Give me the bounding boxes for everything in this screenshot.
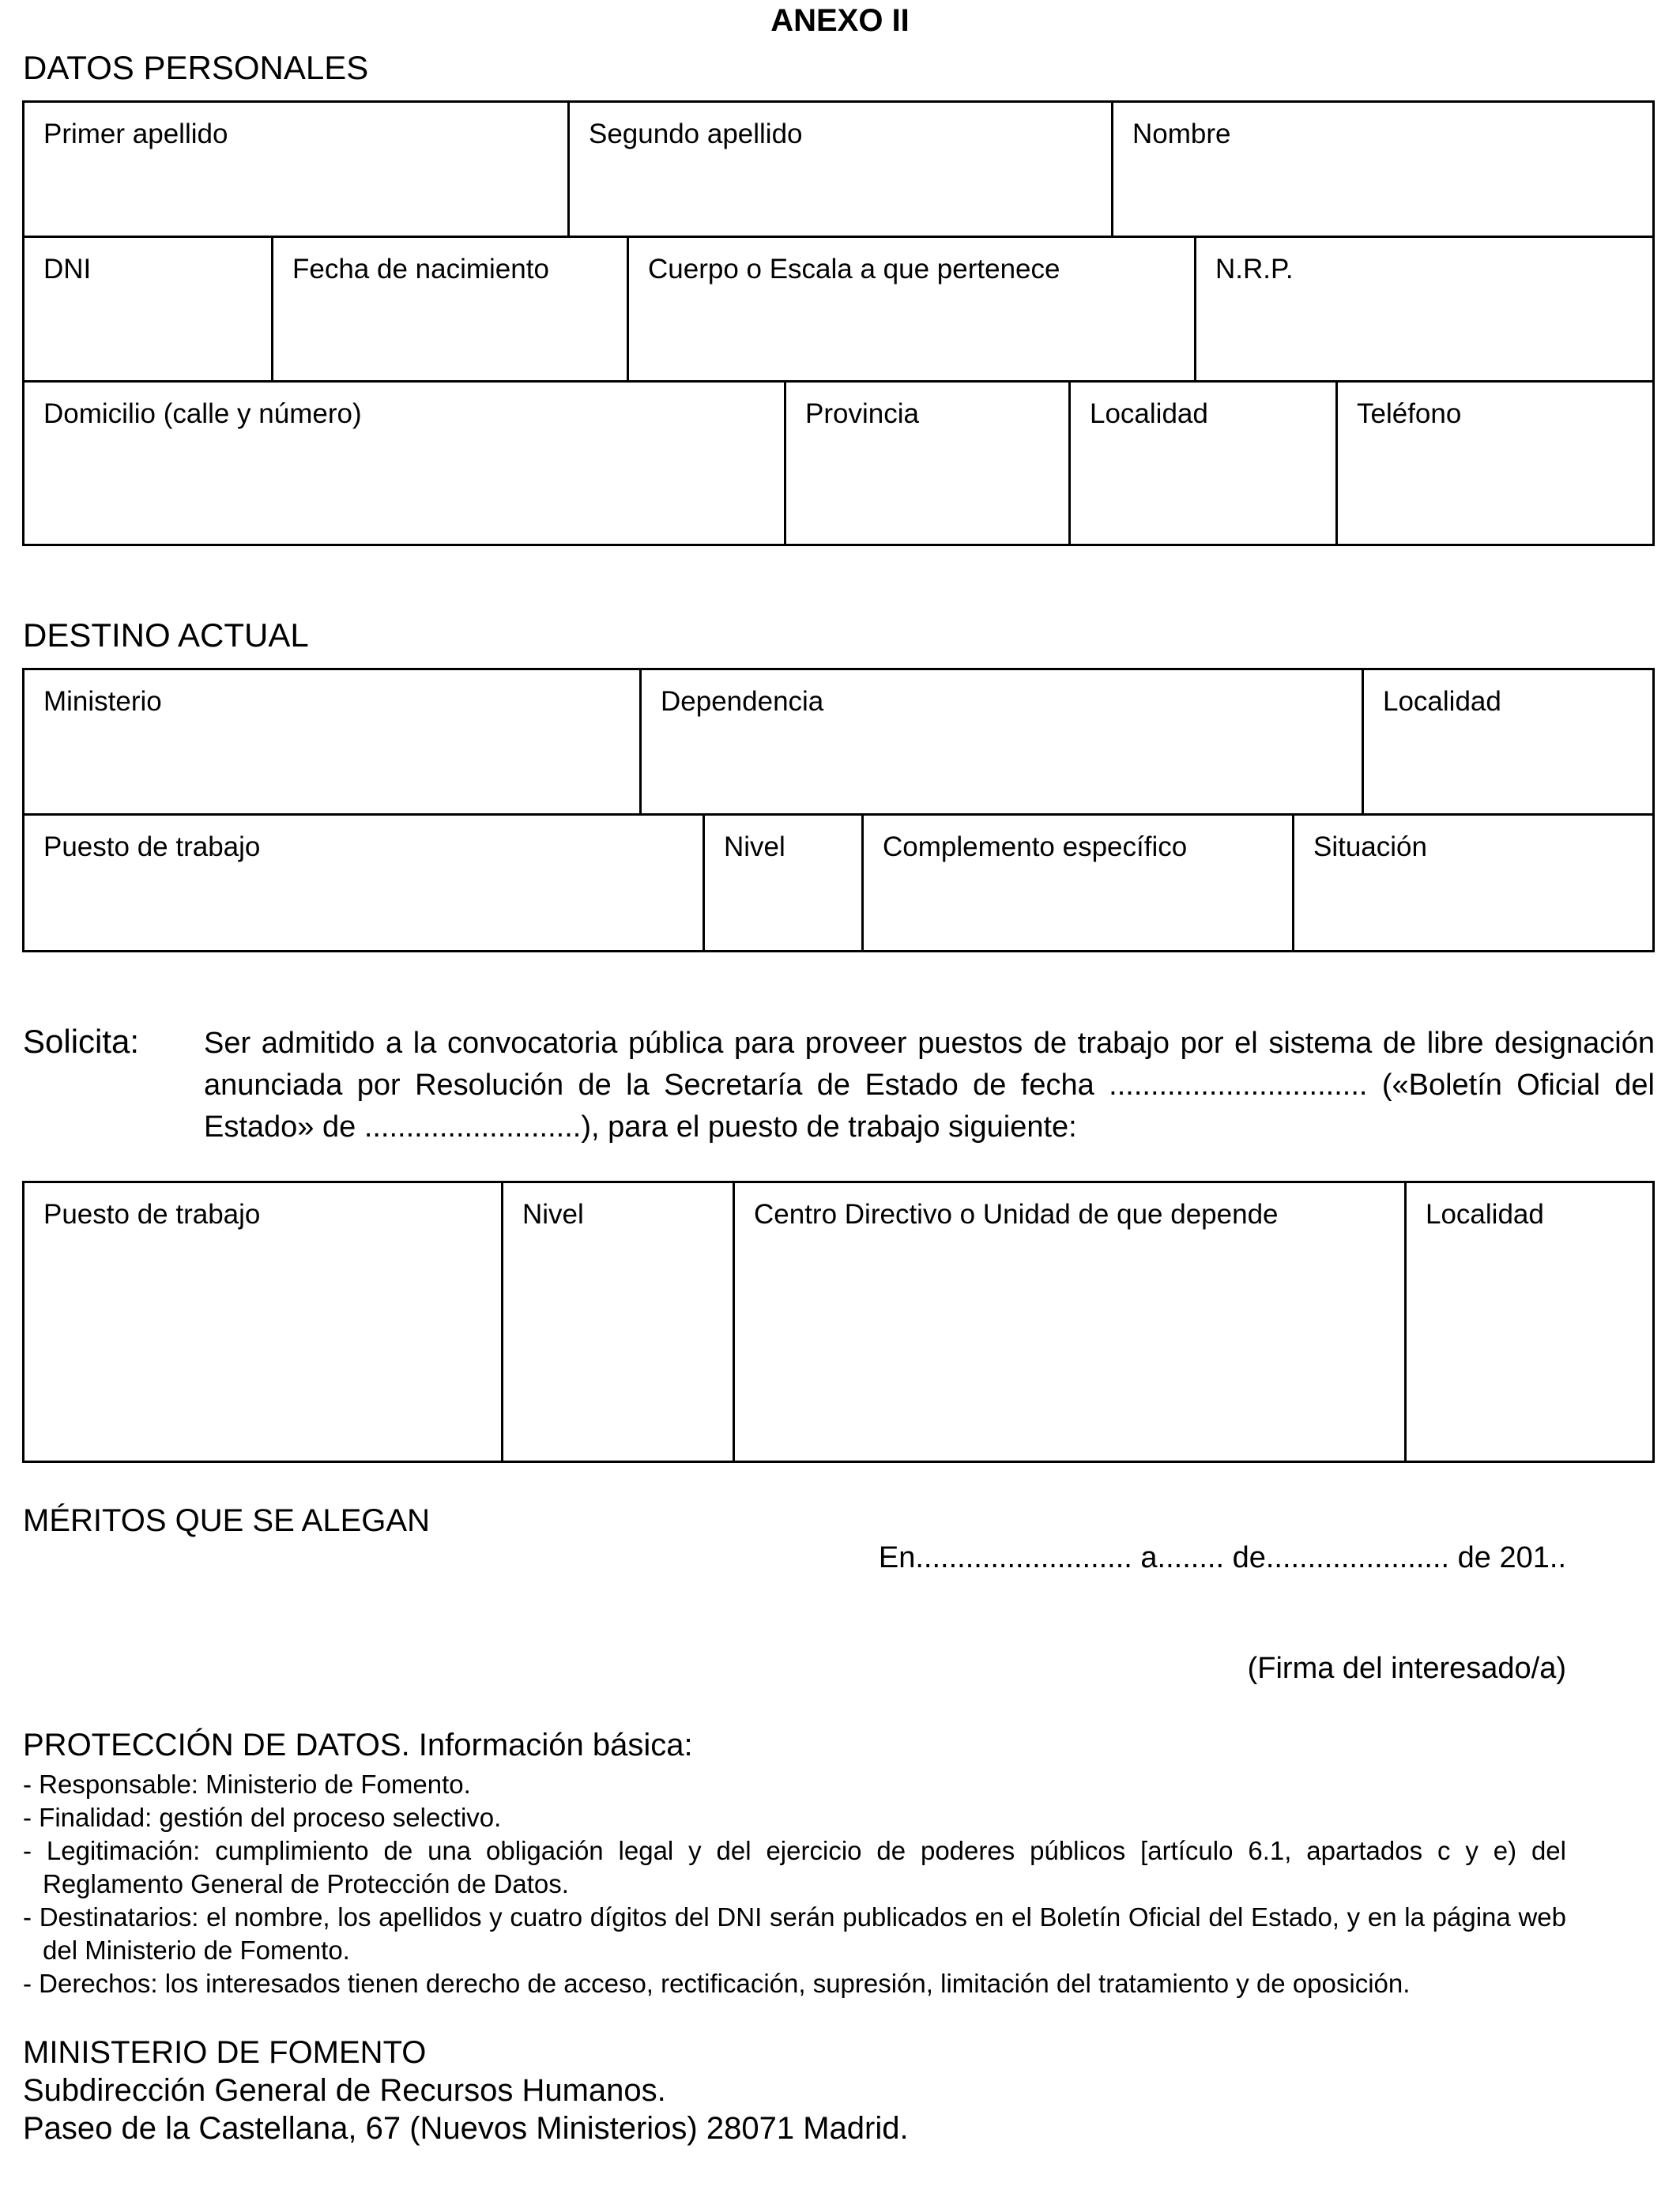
field-ministerio[interactable] [24,670,642,813]
data-protection-title: PROTECCIÓN DE DATOS. Información básica: [23,1728,693,1762]
field-label: Nombre [1132,119,1231,149]
field-label: Localidad [1426,1199,1544,1230]
table-row [24,1183,1652,1461]
field-nivel-actual[interactable] [705,816,864,950]
field-label: Puesto de trabajo [43,831,261,862]
field-label: Primer apellido [43,119,228,149]
datos-personales-table [22,100,1655,546]
field-label: Fecha de nacimiento [292,254,549,285]
field-nivel-solicitado[interactable] [503,1183,735,1461]
signature-label: (Firma del interesado/a) [1247,1652,1566,1685]
table-row [24,816,1652,950]
solicita-label: Solicita: [23,1023,140,1060]
field-label: Puesto de trabajo [43,1199,261,1230]
field-domicilio[interactable] [24,383,786,544]
field-nombre[interactable] [1113,103,1652,236]
field-localidad[interactable] [1071,383,1338,544]
list-item: - Finalidad: gestión del proceso selectivo. [23,1803,502,1832]
puesto-solicitado-table [22,1181,1655,1463]
field-label: Centro Directivo o Unidad de que depende [754,1199,1279,1230]
address-ministry: MINISTERIO DE FOMENTO [23,2035,427,2070]
field-situacion[interactable] [1294,816,1652,950]
date-line[interactable]: En.......................... a........ de...................... de 201.. [878,1541,1566,1574]
table-row [24,670,1652,816]
field-puesto-solicitado[interactable] [24,1183,503,1461]
solicita-text: Ser admitido a la convocatoria pública para proveer puestos de trabajo por el sistema de libre designación anunciada por Resolución de la Secretaría de Estado de fecha ............................... («Boletín Oficial del Estado» de ..........................), para el puesto de trabajo siguiente: [204,1027,1655,1144]
list-item: - Responsable: Ministerio de Fomento. [23,1770,471,1799]
field-segundo-apellido[interactable] [570,103,1113,236]
field-label: Teléfono [1357,398,1462,429]
list-item: - Legitimación: cumplimiento de una obligación legal y del ejercicio de poderes públicos [artículo 6.1, apartados c y e) del Reglamento General de Protección de Datos. [23,1836,1566,1898]
data-protection-list [23,1768,1566,2000]
field-complemento-especifico[interactable] [864,816,1294,950]
field-telefono[interactable] [1338,383,1652,544]
field-puesto-actual[interactable] [24,816,705,950]
field-label: Nivel [724,831,785,862]
field-label: Situación [1313,831,1427,862]
field-label: Segundo apellido [589,119,803,149]
field-label: Dependencia [661,686,824,717]
field-localidad-destino[interactable] [1364,670,1652,813]
field-localidad-solicitada[interactable] [1407,1183,1652,1461]
field-dni[interactable] [24,238,273,380]
field-primer-apellido[interactable] [24,103,570,236]
table-row [24,238,1652,383]
list-item: - Derechos: los interesados tienen derecho de acceso, rectificación, supresión, limitación del tratamiento y de oposición. [23,1969,1411,1998]
field-provincia[interactable] [786,383,1071,544]
field-dependencia[interactable] [642,670,1364,813]
field-label: Ministerio [43,686,162,717]
data-protection-section [23,1725,1566,2000]
field-label: Localidad [1090,398,1208,429]
section-heading-meritos: MÉRITOS QUE SE ALEGAN [23,1503,430,1538]
field-label: Provincia [805,398,919,429]
field-fecha-nacimiento[interactable] [273,238,629,380]
field-nrp[interactable] [1196,238,1652,380]
list-item: - Destinatarios: el nombre, los apellidos y cuatro dígitos del DNI serán publicados en el Boletín Oficial del Estado, y en la página web del Ministerio de Fomento. [23,1902,1566,1965]
field-label: Cuerpo o Escala a que pertenece [648,254,1060,285]
field-label: Domicilio (calle y número) [43,398,362,429]
field-centro-directivo[interactable] [735,1183,1407,1461]
table-row [24,103,1652,238]
section-heading-datos-personales: DATOS PERSONALES [23,49,369,86]
document-title: ANEXO II [770,3,910,38]
field-label: Complemento específico [883,831,1188,862]
field-cuerpo-escala[interactable] [629,238,1196,380]
table-row [24,383,1652,544]
field-label: Localidad [1383,686,1501,717]
field-label: DNI [43,254,92,285]
field-label: N.R.P. [1215,254,1294,285]
address-block [23,2034,909,2147]
field-label: Nivel [522,1199,584,1230]
address-department: Subdirección General de Recursos Humanos. [23,2073,666,2108]
destino-actual-table [22,668,1655,952]
address-street: Paseo de la Castellana, 67 (Nuevos Ministerios) 28071 Madrid. [23,2111,909,2146]
section-heading-destino-actual: DESTINO ACTUAL [23,616,309,654]
